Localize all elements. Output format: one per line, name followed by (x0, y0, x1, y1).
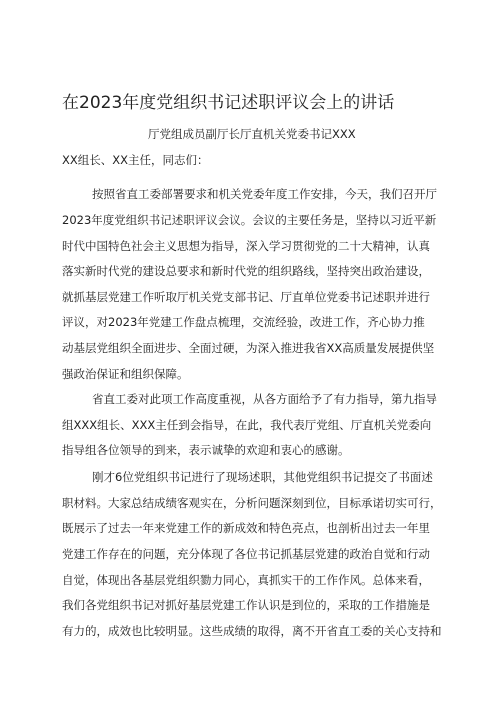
body-line: 强政治保证和组织保障。 (62, 367, 189, 381)
body-line: 指导组各位领导的到来，表示诚挚的欢迎和衷心的感谢。 (62, 443, 350, 457)
body-line: 刚才6位党组织书记进行了现场述职，其他党组织书记提交了书面述 (92, 470, 433, 484)
body-line: 组XXX组长、XXX主任到会指导，在此，我代表厅党组、厅直机关党委向 (62, 418, 432, 432)
body-line: 既展示了过去一年来党建工作的新成效和特色亮点，也剖析出过去一年里 (62, 521, 430, 535)
body-line: 评议，对2023年党建工作盘点梳理，交流经验，改进工作，齐心协力推 (62, 315, 425, 329)
body-line: 时代中国特色社会主义思想为指导，深入学习贯彻党的二十大精神，认真 (62, 239, 430, 253)
body-line: 2023年度党组织书记述职评议会议。会议的主要任务是，坚持以习近平新 (62, 213, 437, 227)
body-line: 职材料。大家总结成绩客观实在，分析问题深刻到位，目标承诺切实可行， (62, 496, 442, 510)
salutation: XX组长、XX主任，同志们： (62, 153, 209, 167)
body-line: 就抓基层党建工作听取厅机关党支部书记、厅直单位党委书记述职并进行 (62, 290, 430, 304)
body-line: 按照省直工委部署要求和机关党委年度工作安排，今天，我们召开厅 (92, 187, 437, 201)
body-line: 我们各党组织书记对抓好基层党建工作认识是到位的，采取的工作措施是 (62, 598, 430, 612)
body-line: 动基层党组织全面进步、全面过硬，为深入推进我省XX高质量发展提供坚 (62, 341, 435, 355)
document-subtitle: 厅党组成员副厅长厅直机关党委书记XXX (148, 127, 356, 141)
body-line: 党建工作存在的问题，充分体现了各位书记抓基层党建的政治自觉和行动 (62, 547, 430, 561)
body-line: 落实新时代党的建设总要求和新时代党的组织路线，坚持突出政治建设， (62, 264, 430, 278)
body-line: 有力的，成效也比较明显。这些成绩的取得，离不开省直工委的关心支持和 (62, 624, 442, 638)
body-line: 省直工委对此项工作高度重视，从各方面给予了有力指导，第九指导 (92, 392, 437, 406)
body-line: 自觉，体现出各基层党组织勠力同心，真抓实干的工作作风。总体来看， (62, 573, 430, 587)
document-title: 在2023年度党组织书记述职评议会上的讲话 (62, 93, 395, 113)
